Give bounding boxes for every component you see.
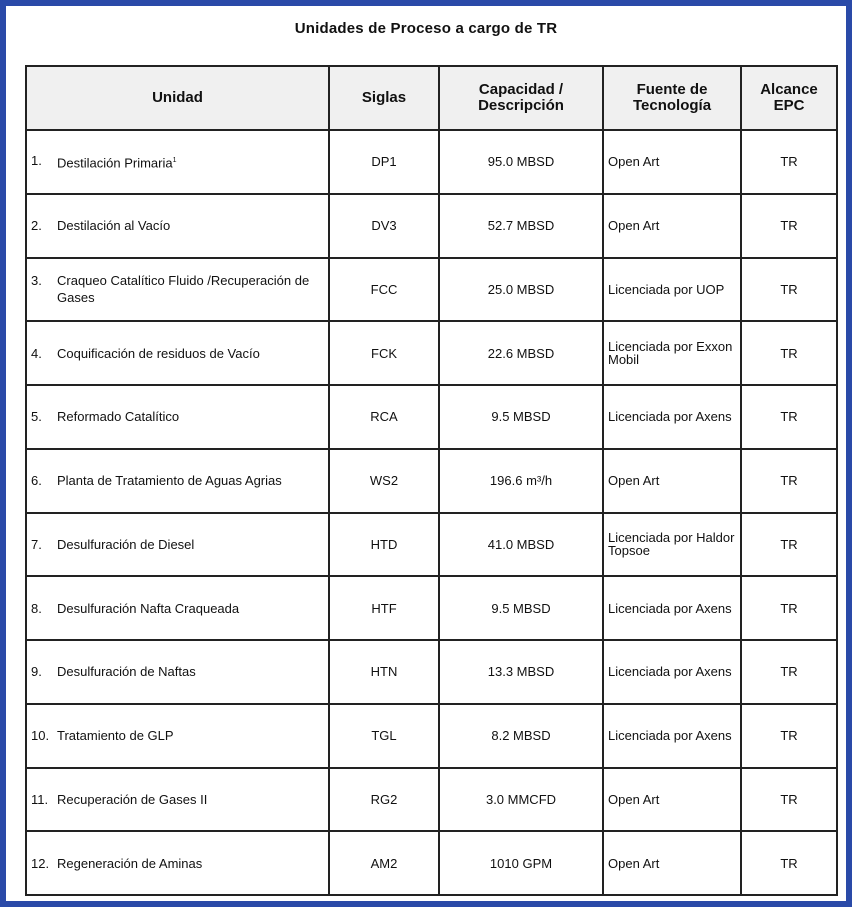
cell-sig: HTF xyxy=(329,576,439,640)
cell-technology-source: Licenciada por Axens xyxy=(603,704,741,768)
row-number: 9. xyxy=(31,664,42,680)
cell-capacity: 13.3 MBSD xyxy=(439,640,603,704)
row-number: 8. xyxy=(31,600,42,616)
row-number: 11. xyxy=(31,791,49,807)
cell-unit xyxy=(26,258,329,322)
cell-technology-source: Licenciada por UOP xyxy=(603,258,741,322)
cell-capacity: 9.5 MBSD xyxy=(439,385,603,449)
cell-epc-scope: TR xyxy=(741,385,837,449)
cell-sig: WS2 xyxy=(329,449,439,513)
cell-unit xyxy=(26,321,329,385)
cell-capacity: 52.7 MBSD xyxy=(439,194,603,258)
table-row xyxy=(26,385,837,449)
cell-unit xyxy=(26,513,329,577)
cell-sig: RG2 xyxy=(329,768,439,832)
unit-name: Destilación al Vacío xyxy=(57,218,171,234)
cell-epc-scope: TR xyxy=(741,704,837,768)
row-number: 4. xyxy=(31,345,42,361)
cell-sig: FCC xyxy=(329,258,439,322)
unit-name: Planta de Tratamiento de Aguas Agrias xyxy=(57,473,282,489)
table-row xyxy=(26,130,837,194)
cell-epc-scope: TR xyxy=(741,831,837,895)
cell-sig: RCA xyxy=(329,385,439,449)
cell-technology-source: Licenciada por Exxon Mobil xyxy=(603,321,741,385)
cell-sig: FCK xyxy=(329,321,439,385)
row-number: 6. xyxy=(31,473,42,489)
cell-unit xyxy=(26,576,329,640)
cell-capacity: 9.5 MBSD xyxy=(439,576,603,640)
cell-sig: DP1 xyxy=(329,130,439,194)
table-row xyxy=(26,449,837,513)
header-capacity: Capacidad / Descripción xyxy=(439,66,603,130)
unit-name: Craqueo Catalítico Fluido /Recuperación de Gases xyxy=(57,273,310,306)
row-number: 7. xyxy=(31,536,42,552)
table-row xyxy=(26,321,837,385)
cell-capacity: 95.0 MBSD xyxy=(439,130,603,194)
unit-name: Destilación Primaria xyxy=(57,155,173,171)
cell-unit xyxy=(26,831,329,895)
table-row xyxy=(26,768,837,832)
cell-epc-scope: TR xyxy=(741,130,837,194)
row-number: 12. xyxy=(31,855,50,871)
cell-unit xyxy=(26,768,329,832)
unit-name: Recuperación de Gases II xyxy=(57,791,208,807)
table-row xyxy=(26,258,837,322)
unit-name: Coquificación de residuos de Vacío xyxy=(57,345,260,361)
row-number: 5. xyxy=(31,409,42,425)
row-number: 1. xyxy=(31,153,42,169)
cell-unit xyxy=(26,385,329,449)
unit-name: Tratamiento de GLP xyxy=(57,728,174,744)
cell-technology-source: Licenciada por Haldor Topsoe xyxy=(603,513,741,577)
unit-name: Reformado Catalítico xyxy=(57,409,180,425)
cell-epc-scope: TR xyxy=(741,258,837,322)
cell-sig: DV3 xyxy=(329,194,439,258)
table-row xyxy=(26,831,837,895)
row-number: 10. xyxy=(31,728,50,744)
cell-sig: TGL xyxy=(329,704,439,768)
cell-unit xyxy=(26,194,329,258)
cell-sig: AM2 xyxy=(329,831,439,895)
cell-epc-scope: TR xyxy=(741,194,837,258)
cell-technology-source: Licenciada por Axens xyxy=(603,385,741,449)
cell-epc-scope: TR xyxy=(741,576,837,640)
cell-epc-scope: TR xyxy=(741,321,837,385)
row-number: 3. xyxy=(31,273,42,289)
table-row xyxy=(26,704,837,768)
unit-name: Desulfuración de Diesel xyxy=(57,536,195,552)
cell-unit xyxy=(26,449,329,513)
cell-technology-source: Licenciada por Axens xyxy=(603,640,741,704)
table-row xyxy=(26,194,837,258)
unit-name: Desulfuración de Naftas xyxy=(57,664,196,680)
cell-technology-source: Open Art xyxy=(603,449,741,513)
cell-capacity: 3.0 MMCFD xyxy=(439,768,603,832)
cell-technology-source: Open Art xyxy=(603,768,741,832)
document-title: Unidades de Proceso a cargo de TR xyxy=(294,20,558,37)
cell-capacity: 1010 GPM xyxy=(439,831,603,895)
table-row xyxy=(26,576,837,640)
cell-unit xyxy=(26,130,329,194)
footnote-marker: 1 xyxy=(172,157,177,165)
cell-capacity: 41.0 MBSD xyxy=(439,513,603,577)
header-epc-scope: Alcance EPC xyxy=(741,66,837,130)
cell-unit xyxy=(26,640,329,704)
table-row xyxy=(26,513,837,577)
header-sig: Siglas xyxy=(329,66,439,130)
unit-name: Regeneración de Aminas xyxy=(57,855,203,871)
unit-name: Desulfuración Nafta Craqueada xyxy=(57,600,240,616)
cell-sig: HTN xyxy=(329,640,439,704)
cell-unit xyxy=(26,704,329,768)
cell-capacity: 196.6 m³/h xyxy=(439,449,603,513)
process-units-table xyxy=(25,65,838,896)
table-header-row xyxy=(26,66,837,130)
header-technology-source: Fuente de Tecnología xyxy=(603,66,741,130)
cell-capacity: 25.0 MBSD xyxy=(439,258,603,322)
cell-sig: HTD xyxy=(329,513,439,577)
header-unit: Unidad xyxy=(26,66,329,130)
cell-technology-source: Open Art xyxy=(603,130,741,194)
cell-epc-scope: TR xyxy=(741,449,837,513)
cell-epc-scope: TR xyxy=(741,768,837,832)
cell-technology-source: Open Art xyxy=(603,194,741,258)
cell-capacity: 22.6 MBSD xyxy=(439,321,603,385)
cell-technology-source: Licenciada por Axens xyxy=(603,576,741,640)
table-row xyxy=(26,640,837,704)
row-number: 2. xyxy=(31,218,42,234)
cell-epc-scope: TR xyxy=(741,640,837,704)
cell-capacity: 8.2 MBSD xyxy=(439,704,603,768)
cell-technology-source: Open Art xyxy=(603,831,741,895)
cell-epc-scope: TR xyxy=(741,513,837,577)
